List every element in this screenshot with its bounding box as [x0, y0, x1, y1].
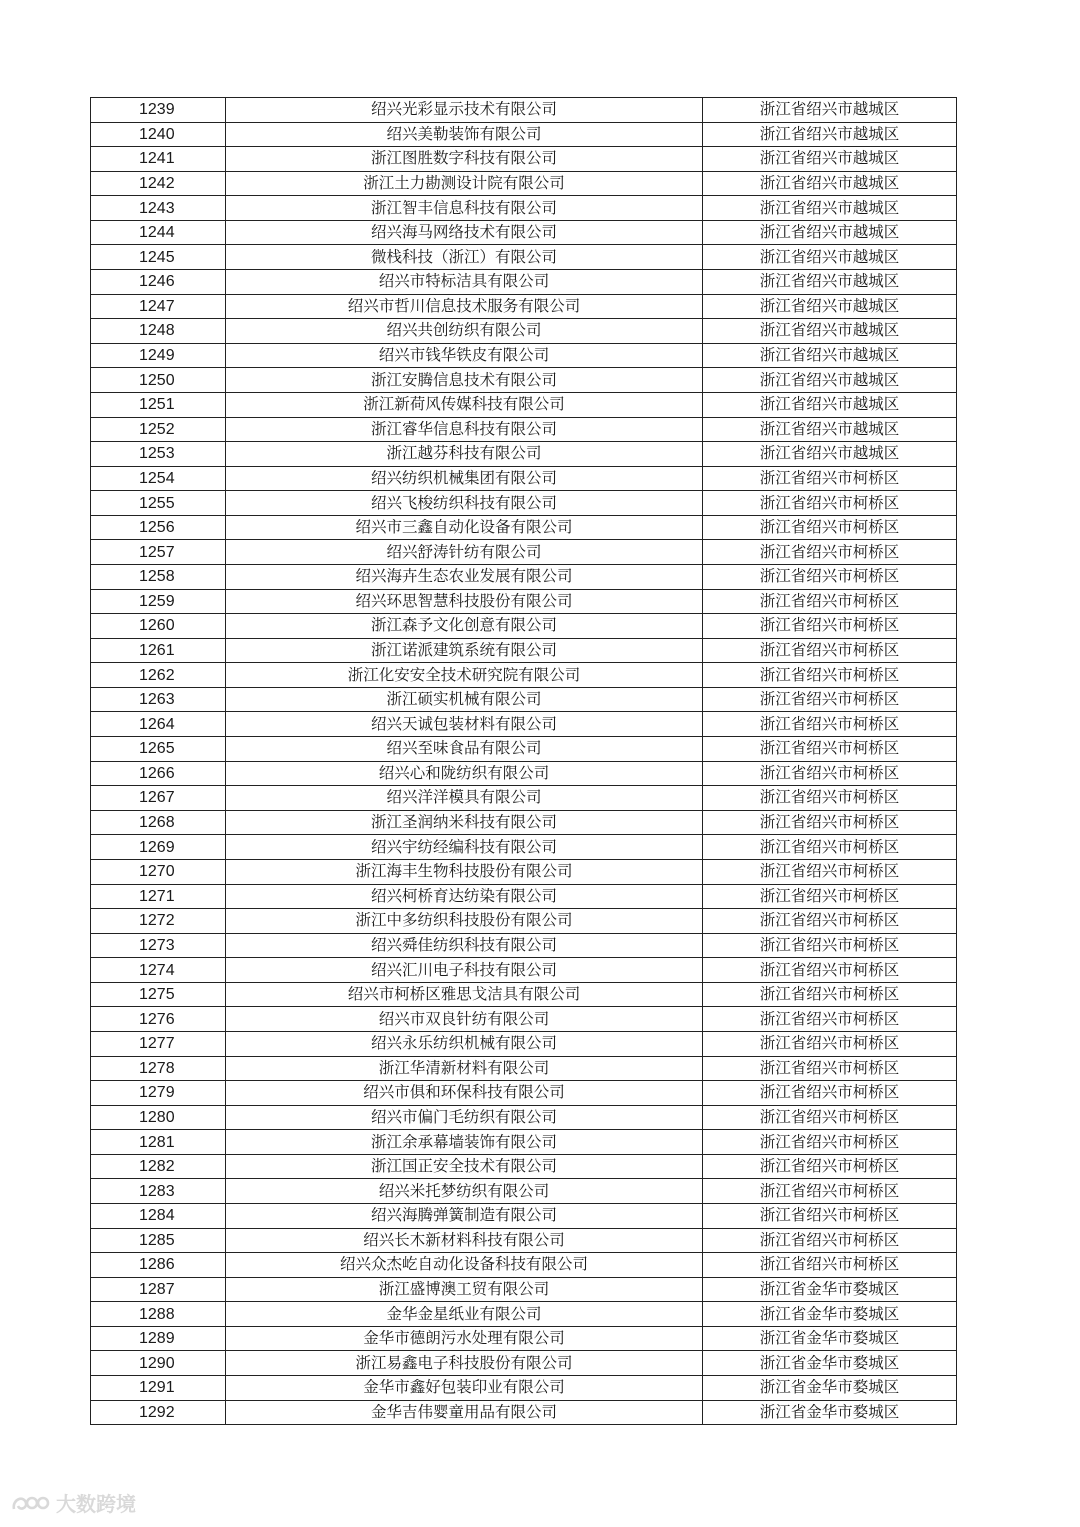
company-location: 浙江省绍兴市柯桥区	[703, 614, 957, 639]
table-row	[91, 1130, 957, 1155]
row-number: 1253	[91, 442, 226, 467]
row-number: 1278	[91, 1056, 226, 1081]
table-row	[91, 1031, 957, 1056]
table-row	[91, 368, 957, 393]
company-location: 浙江省绍兴市越城区	[703, 343, 957, 368]
row-number: 1267	[91, 786, 226, 811]
company-name: 浙江国正安全技术有限公司	[226, 1154, 703, 1179]
table-row	[91, 196, 957, 221]
table-row	[91, 761, 957, 786]
company-name: 绍兴市偏门毛纺织有限公司	[226, 1105, 703, 1130]
company-location: 浙江省绍兴市柯桥区	[703, 589, 957, 614]
table-row	[91, 1400, 957, 1425]
row-number: 1260	[91, 614, 226, 639]
company-location: 浙江省绍兴市柯桥区	[703, 663, 957, 688]
company-location: 浙江省绍兴市越城区	[703, 98, 957, 123]
company-location: 浙江省金华市婺城区	[703, 1277, 957, 1302]
row-number: 1271	[91, 884, 226, 909]
company-location: 浙江省绍兴市柯桥区	[703, 909, 957, 934]
company-name: 绍兴环思智慧科技股份有限公司	[226, 589, 703, 614]
row-number: 1258	[91, 564, 226, 589]
company-name: 绍兴舒涛针纺有限公司	[226, 540, 703, 565]
row-number: 1240	[91, 122, 226, 147]
company-location: 浙江省绍兴市柯桥区	[703, 933, 957, 958]
company-name: 绍兴市特标洁具有限公司	[226, 270, 703, 295]
table-row	[91, 122, 957, 147]
company-location: 浙江省绍兴市柯桥区	[703, 761, 957, 786]
row-number: 1286	[91, 1253, 226, 1278]
company-location: 浙江省绍兴市柯桥区	[703, 1105, 957, 1130]
row-number: 1273	[91, 933, 226, 958]
row-number: 1291	[91, 1376, 226, 1401]
brand-logo-icon	[10, 1491, 50, 1515]
table-row	[91, 466, 957, 491]
company-location: 浙江省绍兴市柯桥区	[703, 1130, 957, 1155]
company-name: 浙江海丰生物科技股份有限公司	[226, 859, 703, 884]
company-location: 浙江省绍兴市柯桥区	[703, 712, 957, 737]
company-name: 浙江诺派建筑系统有限公司	[226, 638, 703, 663]
table-row	[91, 835, 957, 860]
table-row	[91, 1351, 957, 1376]
company-location: 浙江省绍兴市越城区	[703, 245, 957, 270]
company-name: 浙江中多纺织科技股份有限公司	[226, 909, 703, 934]
company-name: 浙江土力勘测设计院有限公司	[226, 171, 703, 196]
company-location: 浙江省绍兴市柯桥区	[703, 1007, 957, 1032]
company-location: 浙江省绍兴市柯桥区	[703, 810, 957, 835]
company-name: 绍兴光彩显示技术有限公司	[226, 98, 703, 123]
company-location: 浙江省绍兴市柯桥区	[703, 491, 957, 516]
table-row	[91, 171, 957, 196]
table-row	[91, 1326, 957, 1351]
company-name: 浙江图胜数字科技有限公司	[226, 147, 703, 172]
row-number: 1263	[91, 687, 226, 712]
company-name: 绍兴众杰屹自动化设备科技有限公司	[226, 1253, 703, 1278]
row-number: 1283	[91, 1179, 226, 1204]
row-number: 1254	[91, 466, 226, 491]
table-row	[91, 245, 957, 270]
company-location: 浙江省绍兴市越城区	[703, 171, 957, 196]
table-row	[91, 1056, 957, 1081]
company-location: 浙江省绍兴市柯桥区	[703, 466, 957, 491]
company-location: 浙江省绍兴市越城区	[703, 319, 957, 344]
row-number: 1269	[91, 835, 226, 860]
table-row	[91, 270, 957, 295]
row-number: 1279	[91, 1081, 226, 1106]
company-location: 浙江省金华市婺城区	[703, 1400, 957, 1425]
company-name: 绍兴柯桥育达纺染有限公司	[226, 884, 703, 909]
company-location: 浙江省金华市婺城区	[703, 1376, 957, 1401]
company-location: 浙江省绍兴市柯桥区	[703, 1056, 957, 1081]
company-location: 浙江省绍兴市越城区	[703, 368, 957, 393]
table-row	[91, 564, 957, 589]
company-name: 绍兴天诚包装材料有限公司	[226, 712, 703, 737]
company-location: 浙江省绍兴市柯桥区	[703, 1179, 957, 1204]
company-name: 微栈科技（浙江）有限公司	[226, 245, 703, 270]
row-number: 1248	[91, 319, 226, 344]
table-row	[91, 417, 957, 442]
row-number: 1275	[91, 982, 226, 1007]
table-row	[91, 294, 957, 319]
company-name: 浙江盛博澳工贸有限公司	[226, 1277, 703, 1302]
row-number: 1262	[91, 663, 226, 688]
company-name: 浙江睿华信息科技有限公司	[226, 417, 703, 442]
table-row	[91, 909, 957, 934]
company-name: 浙江新荷风传媒科技有限公司	[226, 392, 703, 417]
row-number: 1268	[91, 810, 226, 835]
company-location: 浙江省绍兴市越城区	[703, 294, 957, 319]
company-name: 绍兴洋洋模具有限公司	[226, 786, 703, 811]
company-location: 浙江省绍兴市越城区	[703, 417, 957, 442]
company-location: 浙江省绍兴市柯桥区	[703, 1081, 957, 1106]
row-number: 1280	[91, 1105, 226, 1130]
row-number: 1292	[91, 1400, 226, 1425]
row-number: 1241	[91, 147, 226, 172]
company-name: 绍兴海卉生态农业发展有限公司	[226, 564, 703, 589]
company-name: 浙江化安安全技术研究院有限公司	[226, 663, 703, 688]
company-location: 浙江省绍兴市柯桥区	[703, 835, 957, 860]
row-number: 1244	[91, 220, 226, 245]
company-location: 浙江省绍兴市越城区	[703, 220, 957, 245]
table-row	[91, 982, 957, 1007]
row-number: 1289	[91, 1326, 226, 1351]
row-number: 1285	[91, 1228, 226, 1253]
company-name: 绍兴心和陇纺织有限公司	[226, 761, 703, 786]
company-name: 绍兴共创纺织有限公司	[226, 319, 703, 344]
company-name: 浙江安腾信息技术有限公司	[226, 368, 703, 393]
table-row	[91, 737, 957, 762]
company-location: 浙江省绍兴市柯桥区	[703, 786, 957, 811]
company-name: 浙江华清新材料有限公司	[226, 1056, 703, 1081]
company-location: 浙江省绍兴市越城区	[703, 122, 957, 147]
company-location: 浙江省绍兴市柯桥区	[703, 884, 957, 909]
row-number: 1287	[91, 1277, 226, 1302]
row-number: 1249	[91, 343, 226, 368]
table-row	[91, 442, 957, 467]
company-name: 绍兴长木新材料科技有限公司	[226, 1228, 703, 1253]
row-number: 1277	[91, 1031, 226, 1056]
company-location: 浙江省绍兴市越城区	[703, 196, 957, 221]
table-row	[91, 220, 957, 245]
table-row	[91, 1204, 957, 1229]
company-location: 浙江省绍兴市柯桥区	[703, 515, 957, 540]
table-row	[91, 638, 957, 663]
row-number: 1256	[91, 515, 226, 540]
company-name: 浙江硕实机械有限公司	[226, 687, 703, 712]
row-number: 1261	[91, 638, 226, 663]
company-location: 浙江省绍兴市越城区	[703, 392, 957, 417]
company-location: 浙江省绍兴市柯桥区	[703, 737, 957, 762]
company-name: 绍兴市俱和环保科技有限公司	[226, 1081, 703, 1106]
company-name: 浙江圣润纳米科技有限公司	[226, 810, 703, 835]
row-number: 1282	[91, 1154, 226, 1179]
company-name: 金华市鑫好包装印业有限公司	[226, 1376, 703, 1401]
company-name: 金华市德朗污水处理有限公司	[226, 1326, 703, 1351]
company-name: 绍兴米托梦纺织有限公司	[226, 1179, 703, 1204]
table-row	[91, 319, 957, 344]
company-location: 浙江省绍兴市越城区	[703, 147, 957, 172]
table-row	[91, 491, 957, 516]
company-name: 绍兴至味食品有限公司	[226, 737, 703, 762]
row-number: 1281	[91, 1130, 226, 1155]
row-number: 1250	[91, 368, 226, 393]
table-row	[91, 1376, 957, 1401]
company-name: 浙江余承幕墙装饰有限公司	[226, 1130, 703, 1155]
table-row	[91, 786, 957, 811]
company-location: 浙江省绍兴市柯桥区	[703, 1253, 957, 1278]
company-name: 绍兴市三鑫自动化设备有限公司	[226, 515, 703, 540]
table-row	[91, 515, 957, 540]
company-location: 浙江省绍兴市越城区	[703, 270, 957, 295]
table-row	[91, 958, 957, 983]
row-number: 1257	[91, 540, 226, 565]
company-name: 绍兴海马网络技术有限公司	[226, 220, 703, 245]
table-row	[91, 859, 957, 884]
row-number: 1270	[91, 859, 226, 884]
row-number: 1255	[91, 491, 226, 516]
row-number: 1276	[91, 1007, 226, 1032]
company-location: 浙江省绍兴市柯桥区	[703, 958, 957, 983]
row-number: 1247	[91, 294, 226, 319]
table-row	[91, 1228, 957, 1253]
table-row	[91, 810, 957, 835]
row-number: 1274	[91, 958, 226, 983]
watermark-text: 大数跨境	[56, 1492, 136, 1516]
company-location: 浙江省绍兴市柯桥区	[703, 859, 957, 884]
company-location: 浙江省绍兴市柯桥区	[703, 687, 957, 712]
company-location: 浙江省绍兴市柯桥区	[703, 982, 957, 1007]
row-number: 1272	[91, 909, 226, 934]
company-location: 浙江省绍兴市柯桥区	[703, 1154, 957, 1179]
row-number: 1284	[91, 1204, 226, 1229]
company-name: 绍兴舜佳纺织科技有限公司	[226, 933, 703, 958]
table-row	[91, 933, 957, 958]
company-name: 绍兴海腾弹簧制造有限公司	[226, 1204, 703, 1229]
table-row	[91, 1179, 957, 1204]
company-location: 浙江省绍兴市越城区	[703, 442, 957, 467]
table-row	[91, 1007, 957, 1032]
row-number: 1252	[91, 417, 226, 442]
company-location: 浙江省金华市婺城区	[703, 1351, 957, 1376]
company-listing-table	[90, 97, 957, 1425]
table-row	[91, 589, 957, 614]
company-location: 浙江省金华市婺城区	[703, 1326, 957, 1351]
table-row	[91, 392, 957, 417]
table-row	[91, 1081, 957, 1106]
company-location: 浙江省绍兴市柯桥区	[703, 1228, 957, 1253]
company-name: 绍兴市双良针纺有限公司	[226, 1007, 703, 1032]
row-number: 1290	[91, 1351, 226, 1376]
company-name: 绍兴永乐纺织机械有限公司	[226, 1031, 703, 1056]
company-location: 浙江省绍兴市柯桥区	[703, 540, 957, 565]
company-location: 浙江省绍兴市柯桥区	[703, 638, 957, 663]
company-name: 浙江森予文化创意有限公司	[226, 614, 703, 639]
table-row	[91, 884, 957, 909]
row-number: 1265	[91, 737, 226, 762]
table-row	[91, 343, 957, 368]
table-row	[91, 1277, 957, 1302]
company-name: 绍兴市哲川信息技术服务有限公司	[226, 294, 703, 319]
table-row	[91, 614, 957, 639]
company-name: 浙江越芬科技有限公司	[226, 442, 703, 467]
table-row	[91, 540, 957, 565]
row-number: 1288	[91, 1302, 226, 1327]
watermark	[10, 1488, 136, 1517]
table-row	[91, 712, 957, 737]
table-row	[91, 1105, 957, 1130]
company-name: 绍兴美勒装饰有限公司	[226, 122, 703, 147]
company-location: 浙江省绍兴市柯桥区	[703, 1031, 957, 1056]
company-name: 浙江易鑫电子科技股份有限公司	[226, 1351, 703, 1376]
table-row	[91, 687, 957, 712]
table-row	[91, 147, 957, 172]
row-number: 1242	[91, 171, 226, 196]
row-number: 1245	[91, 245, 226, 270]
table-row	[91, 663, 957, 688]
company-name: 绍兴纺织机械集团有限公司	[226, 466, 703, 491]
company-name: 浙江智丰信息科技有限公司	[226, 196, 703, 221]
row-number: 1251	[91, 392, 226, 417]
row-number: 1243	[91, 196, 226, 221]
row-number: 1259	[91, 589, 226, 614]
company-name: 金华金星纸业有限公司	[226, 1302, 703, 1327]
row-number: 1266	[91, 761, 226, 786]
company-name: 金华吉伟婴童用品有限公司	[226, 1400, 703, 1425]
table-body	[91, 98, 957, 1425]
table-row	[91, 1154, 957, 1179]
row-number: 1246	[91, 270, 226, 295]
company-name: 绍兴市柯桥区雅思戈洁具有限公司	[226, 982, 703, 1007]
table-row	[91, 98, 957, 123]
company-location: 浙江省绍兴市柯桥区	[703, 564, 957, 589]
row-number: 1239	[91, 98, 226, 123]
table-row	[91, 1302, 957, 1327]
table-row	[91, 1253, 957, 1278]
row-number: 1264	[91, 712, 226, 737]
company-location: 浙江省绍兴市柯桥区	[703, 1204, 957, 1229]
company-name: 绍兴市钱华铁皮有限公司	[226, 343, 703, 368]
company-name: 绍兴汇川电子科技有限公司	[226, 958, 703, 983]
company-location: 浙江省金华市婺城区	[703, 1302, 957, 1327]
company-name: 绍兴飞梭纺织科技有限公司	[226, 491, 703, 516]
company-name: 绍兴宇纺经编科技有限公司	[226, 835, 703, 860]
